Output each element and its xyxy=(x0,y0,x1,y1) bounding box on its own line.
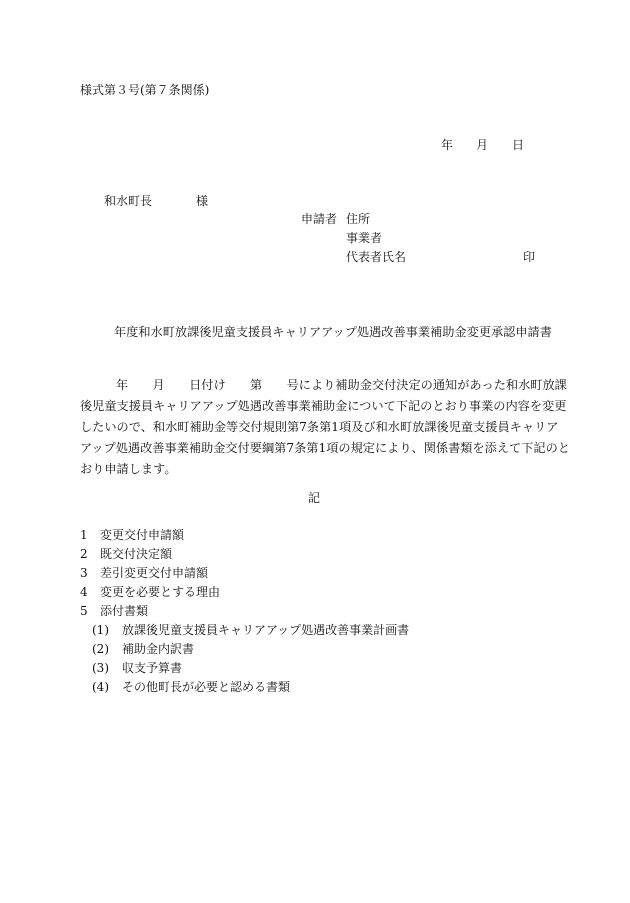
list-item xyxy=(80,546,172,562)
body-line: したいので、和水町補助金等交付規則第7条第1項及び和水町放課後児童支援員キャリア xyxy=(80,420,559,434)
attachment-label: 補助金内訳書 xyxy=(122,642,195,656)
list-item xyxy=(80,527,184,543)
item-label: 添付書類 xyxy=(100,604,149,618)
body-paragraph xyxy=(80,375,570,480)
addressee-name: 和水町長 xyxy=(104,194,153,208)
item-label: 変更交付申請額 xyxy=(100,528,185,542)
list-item xyxy=(80,565,208,581)
attachment-label: その他町長が必要と認める書類 xyxy=(122,680,291,694)
attachment-number: (4) xyxy=(92,680,109,694)
attachment-number: (3) xyxy=(92,661,109,675)
attachment-label: 放課後児童支援員キャリアアップ処遇改善事業計画書 xyxy=(122,623,410,637)
body-line: おり申請します。 xyxy=(80,462,177,476)
item-number: 3 xyxy=(80,566,88,580)
attachment-label: 収支予算書 xyxy=(122,661,183,675)
document-title: 年度和水町放課後児童支援員キャリアアップ処遇改善事業補助金変更承認申請書 xyxy=(114,325,552,339)
item-label: 差引変更交付申請額 xyxy=(100,566,209,580)
list-item xyxy=(80,603,148,619)
business-label: 事業者 xyxy=(346,231,383,245)
ki-heading: 記 xyxy=(308,491,321,505)
item-number: 5 xyxy=(80,604,88,618)
attachment-item xyxy=(92,641,194,657)
addressee-honorific: 様 xyxy=(196,194,209,208)
address-label: 住所 xyxy=(346,212,371,226)
representative-label: 代表者氏名 xyxy=(346,250,407,264)
item-label: 既交付決定額 xyxy=(100,547,173,561)
date-month-label: 月 xyxy=(476,138,489,152)
attachment-number: (1) xyxy=(92,623,109,637)
item-label: 変更を必要とする理由 xyxy=(100,585,221,599)
seal-label: 印 xyxy=(523,250,536,264)
body-line: アップ処遇改善事業補助金交付要綱第7条第1項の規定により、関係書類を添えて下記のと xyxy=(80,441,570,455)
date-day-label: 日 xyxy=(512,138,525,152)
list-item xyxy=(80,584,220,600)
attachment-item xyxy=(92,679,290,695)
body-line: 年 月 日付け 第 号により補助金交付決定の通知があった和水町放課 xyxy=(116,378,567,392)
attachment-number: (2) xyxy=(92,642,109,656)
attachment-item xyxy=(92,660,182,676)
date-year-label: 年 xyxy=(441,138,454,152)
item-number: 4 xyxy=(80,585,88,599)
attachment-item xyxy=(92,622,409,638)
item-number: 2 xyxy=(80,547,88,561)
applicant-label: 申請者 xyxy=(301,212,338,226)
item-number: 1 xyxy=(80,528,88,542)
form-number: 様式第３号(第７条関係) xyxy=(80,83,210,97)
body-line: 後児童支援員キャリアアップ処遇改善事業補助金について下記のとおり事業の内容を変更 xyxy=(80,399,567,413)
